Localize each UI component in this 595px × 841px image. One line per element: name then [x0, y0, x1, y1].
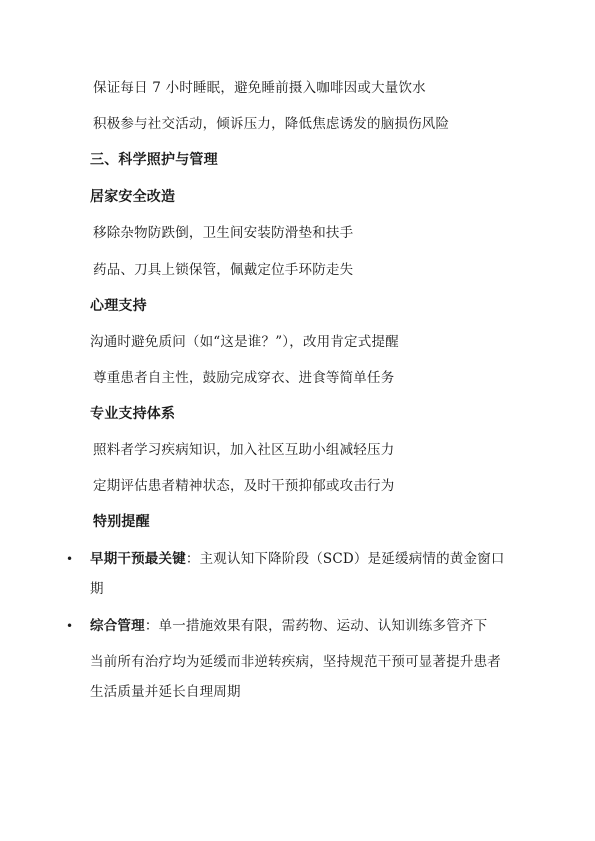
paragraph-psych-2: 尊重患者自主性，鼓励完成穿衣、进食等简单任务 — [93, 370, 395, 386]
paragraph-home-1: 移除杂物防跌倒，卫生间安装防滑垫和扶手 — [93, 225, 354, 241]
paragraph-social: 积极参与社交活动，倾诉压力，降低焦虑诱发的脑损伤风险 — [93, 116, 450, 132]
bullet-item-early-intervention — [90, 550, 505, 568]
paragraph-sleep: 保证每日 7 小时睡眠，避免睡前摄入咖啡因或大量饮水 — [93, 80, 426, 96]
subheading-home-safety: 居家安全改造 — [90, 189, 176, 205]
paragraph-closing-2: 生活质量并延长自理周期 — [90, 684, 241, 700]
bullet-text: ：主观认知下降阶段（SCD）是延缓病情的黄金窗口 — [185, 551, 505, 567]
paragraph-closing-1: 当前所有治疗均为延缓而非逆转疾病，坚持规范干预可显著提升患者 — [90, 654, 501, 670]
paragraph-support-2: 定期评估患者精神状态，及时干预抑郁或攻击行为 — [93, 478, 395, 494]
bullet-dot-icon: • — [66, 552, 74, 566]
subheading-special-reminder: 特别提醒 — [93, 514, 150, 530]
subheading-psych-support: 心理支持 — [90, 298, 147, 314]
bullet-text: ：单一措施效果有限，需药物、运动、认知训练多管齐下 — [144, 618, 488, 634]
bullet-dot-icon: • — [66, 619, 74, 633]
paragraph-psych-1: 沟通时避免质问（如“这是谁？”），改用肯定式提醒 — [90, 334, 399, 350]
subheading-professional-support: 专业支持体系 — [90, 406, 176, 422]
paragraph-support-1: 照料者学习疾病知识，加入社区互助小组减轻压力 — [93, 442, 395, 458]
paragraph-home-2: 药品、刀具上锁保管，佩戴定位手环防走失 — [93, 262, 354, 278]
bullet-item-continuation: 期 — [90, 581, 104, 597]
bullet-term: 早期干预最关键 — [90, 551, 186, 567]
section-heading-care: 三、科学照护与管理 — [90, 152, 218, 168]
bullet-term: 综合管理 — [90, 618, 145, 634]
bullet-item-comprehensive — [90, 617, 487, 635]
